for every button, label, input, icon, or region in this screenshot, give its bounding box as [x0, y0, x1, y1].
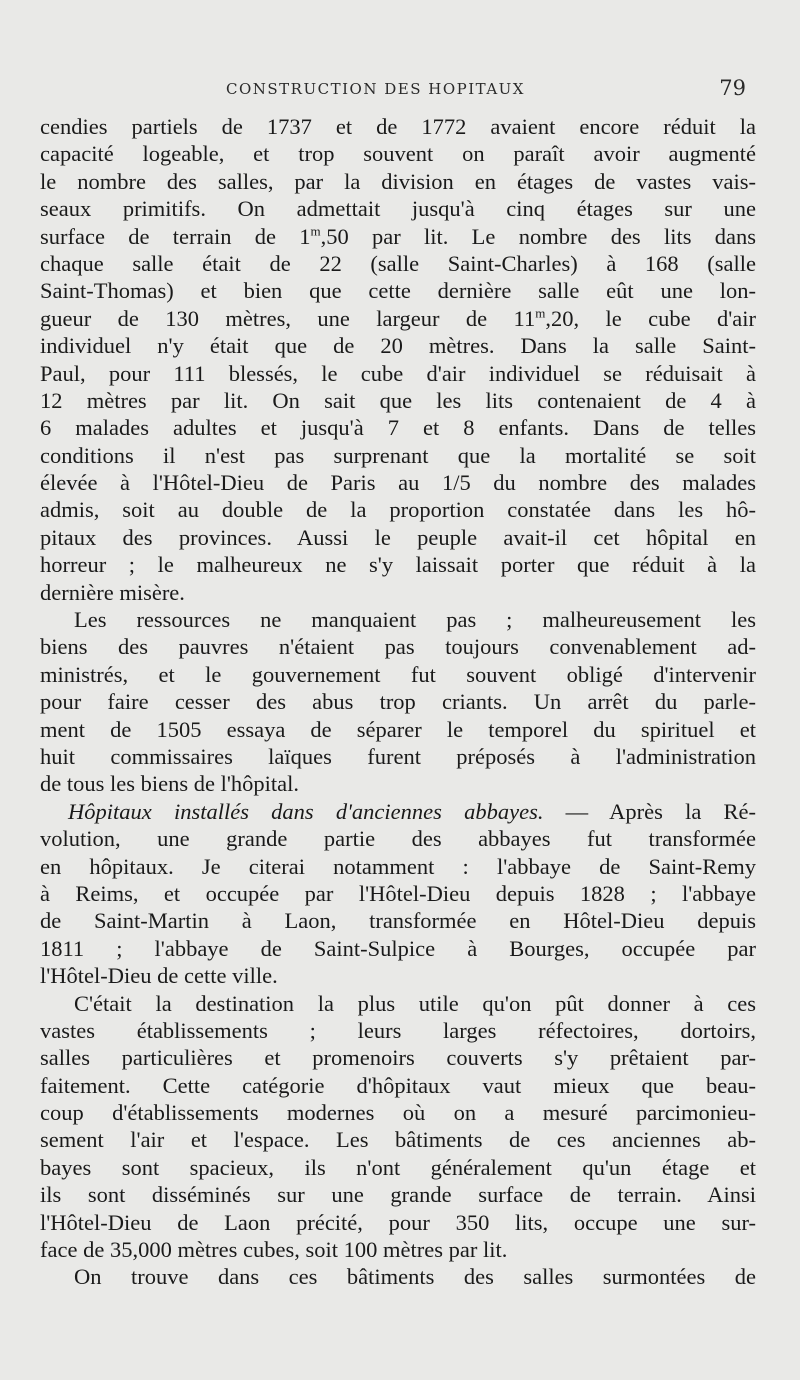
text-line: salles particulières et promenoirs couverts s'y prêtaient par- — [40, 1045, 756, 1071]
text-segment: ,20, le cube d'air — [545, 305, 756, 331]
text-line: dernière misère. — [40, 579, 185, 605]
body-text — [40, 113, 756, 1291]
text-line — [40, 223, 756, 250]
section-heading: Hôpitaux installés dans d'anciennes abbayes. — [68, 798, 544, 824]
text-line: élevée à l'Hôtel-Dieu de Paris au 1/5 du nombre des malades — [40, 470, 756, 496]
text-line: C'était la destination la plus utile qu'on pût donner à ces — [74, 990, 756, 1016]
text-line: biens des pauvres n'étaient pas toujours convenablement ad- — [40, 634, 756, 660]
text-line: bayes sont spacieux, ils n'ont généralement qu'un étage et — [40, 1154, 756, 1180]
text-line: l'Hôtel-Dieu de cette ville. — [40, 963, 278, 989]
text-line: admis, soit au double de la proportion constatée dans les hô- — [40, 497, 756, 523]
text-line: Les ressources ne manquaient pas ; malheureusement les — [74, 607, 756, 633]
text-line: faitement. Cette catégorie d'hôpitaux vaut mieux que beau- — [40, 1072, 756, 1098]
text-line: pitaux des provinces. Aussi le peuple avait-il cet hôpital en — [40, 524, 756, 550]
unit-superscript: m — [310, 223, 321, 239]
text-line: en hôpitaux. Je citerai notamment : l'abbaye de Saint-Remy — [40, 853, 756, 879]
text-line: 6 malades adultes et jusqu'à 7 et 8 enfants. Dans de telles — [40, 415, 756, 441]
text-line: face de 35,000 mètres cubes, soit 100 mètres par lit. — [40, 1237, 508, 1263]
text-line: horreur ; le malheureux ne s'y laissait porter que réduit à la — [40, 552, 756, 578]
text-line: Saint-Thomas) et bien que cette dernière salle eût une lon- — [40, 278, 756, 304]
text-line: capacité logeable, et trop souvent on paraît avoir augmenté — [40, 141, 756, 167]
text-line: individuel n'y était que de 20 mètres. Dans la salle Saint- — [40, 333, 756, 359]
text-line: Paul, pour 111 blessés, le cube d'air individuel se réduisait à — [40, 360, 756, 386]
running-title: CONSTRUCTION DES HOPITAUX — [226, 80, 525, 98]
text-line: cendies partiels de 1737 et de 1772 avaient encore réduit la — [40, 114, 756, 139]
text-line: huit commissaires laïques furent préposés à l'administration — [40, 743, 756, 769]
page-header — [40, 76, 756, 106]
text-line: seaux primitifs. On admettait jusqu'à cinq étages sur une — [40, 196, 756, 222]
text-line: ils sont disséminés sur une grande surface de terrain. Ainsi — [40, 1182, 756, 1208]
text-line: conditions il n'est pas surprenant que la mortalité se soit — [40, 442, 756, 468]
text-segment: ,50 par lit. Le nombre des lits dans — [320, 223, 756, 249]
text-line: sement l'air et l'espace. Les bâtiments de ces anciennes ab- — [40, 1127, 756, 1153]
text-segment: gueur de 130 mètres, une largeur de 11 — [40, 305, 536, 331]
text-line: l'Hôtel-Dieu de Laon précité, pour 350 lits, occupe une sur- — [40, 1209, 756, 1235]
text-line: 1811 ; l'abbaye de Saint-Sulpice à Bourges, occupée par — [40, 935, 756, 961]
text-line: coup d'établissements modernes où on a mesuré parcimonieu- — [40, 1100, 756, 1126]
text-line: le nombre des salles, par la division en étages de vastes vais- — [40, 168, 756, 194]
text-line: ministrés, et le gouvernement fut souvent obligé d'intervenir — [40, 661, 756, 687]
text-line: On trouve dans ces bâtiments des salles surmontées de — [74, 1264, 756, 1290]
text-line: de tous les biens de l'hôpital. — [40, 771, 300, 797]
text-line: pour faire cesser des abus trop criants. Un arrêt du parle- — [40, 689, 756, 715]
text-segment: surface de terrain de 1 — [40, 223, 311, 249]
text-line: de Saint-Martin à Laon, transformée en Hôtel-Dieu depuis — [40, 908, 756, 934]
text-line: chaque salle était de 22 (salle Saint-Charles) à 168 (salle — [40, 250, 756, 276]
text-line: 12 mètres par lit. On sait que les lits contenaient de 4 à — [40, 387, 756, 413]
text-line: ment de 1505 essaya de séparer le temporel du spirituel et — [40, 716, 756, 742]
page-number: 79 — [719, 76, 746, 100]
text-line: volution, une grande partie des abbayes fut transformée — [40, 826, 756, 852]
unit-superscript: m — [535, 305, 546, 321]
text-line — [40, 798, 756, 825]
text-line: vastes établissements ; leurs larges réfectoires, dortoirs, — [40, 1017, 756, 1043]
text-line — [40, 305, 756, 332]
text-line: à Reims, et occupée par l'Hôtel-Dieu depuis 1828 ; l'abbaye — [40, 880, 756, 906]
text-segment: — Après la Ré- — [565, 798, 757, 824]
